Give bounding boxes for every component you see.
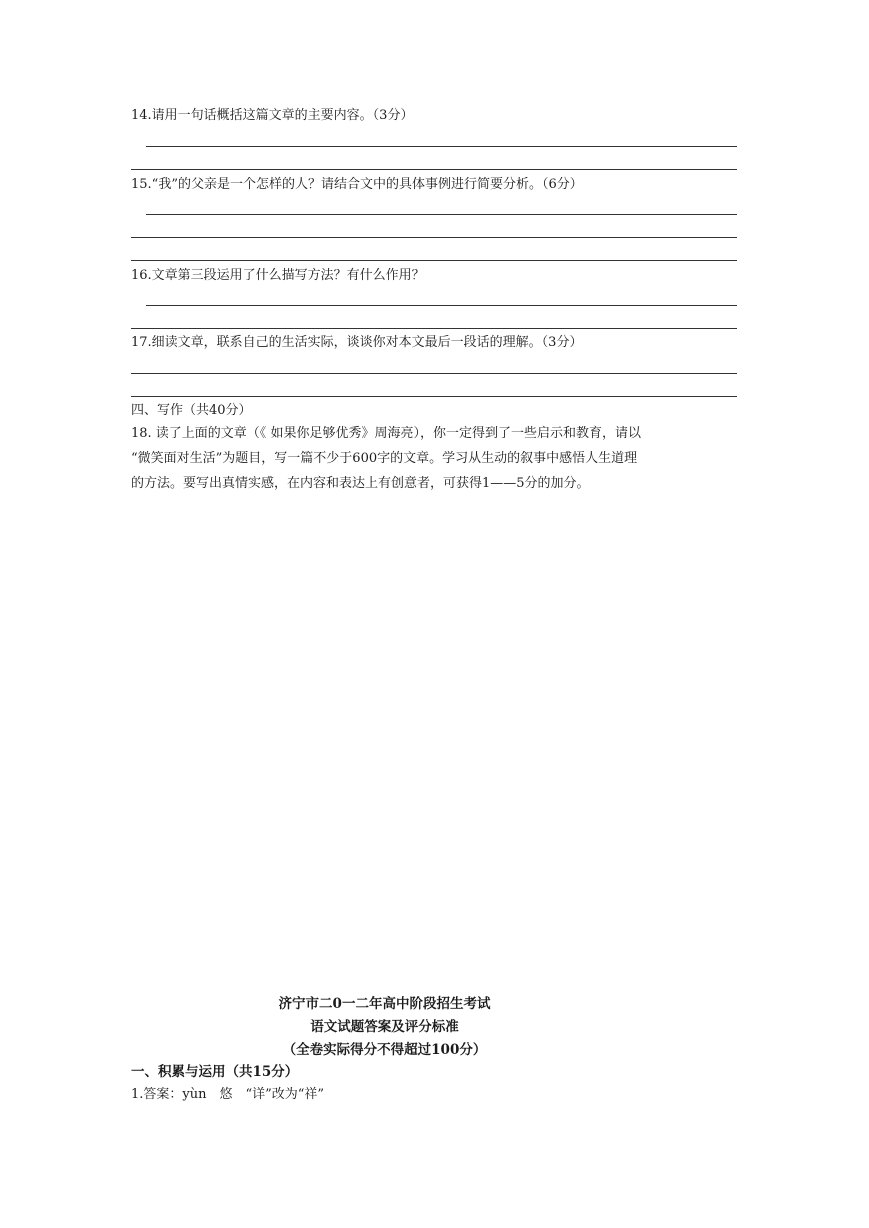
question-18-line: 18. 读了上面的文章（《 如果你足够优秀》周海亮），你一定得到了一些启示和教育，请以 [131,426,641,441]
answer-1: 1.答案：yùn 悠 “详”改为“祥” [131,1087,325,1102]
answers-title: 济宁市二0一二年高中阶段招生考试 [278,996,491,1012]
answer-line [146,214,737,215]
section-title-writing: 四、写作（共40分） [131,403,252,418]
answer-line [131,396,737,397]
answer-line [131,328,737,329]
answer-line [146,305,737,306]
question-17: 17.细读文章，联系自己的生活实际，谈谈你对本文最后一段话的理解。（3分） [131,335,583,350]
question-18-line: 的方法。要写出真情实感，在内容和表达上有创意者，可获得1——5分的加分。 [131,476,590,491]
answer-line [131,260,737,261]
answer-line [146,146,737,147]
answer-line [131,169,737,170]
answers-section-1: 一、积累与运用（共15分） [131,1064,299,1080]
question-18 [131,421,745,496]
answers-subtitle: 语文试题答案及评分标准 [310,1019,459,1035]
question-15: 15.“我”的父亲是一个怎样的人？请结合文中的具体事例进行简要分析。（6分） [131,177,583,192]
question-18-line: “微笑面对生活”为题目，写一篇不少于600字的文章。学习从生动的叙事中感悟人生道理 [131,451,638,466]
question-16: 16.文章第三段运用了什么描写方法？有什么作用？ [131,268,425,283]
answer-line [131,237,737,238]
question-14: 14.请用一句话概括这篇文章的主要内容。（3分） [131,108,414,123]
answers-note: （全卷实际得分不得超过100分） [282,1042,487,1058]
answer-line [131,373,737,374]
